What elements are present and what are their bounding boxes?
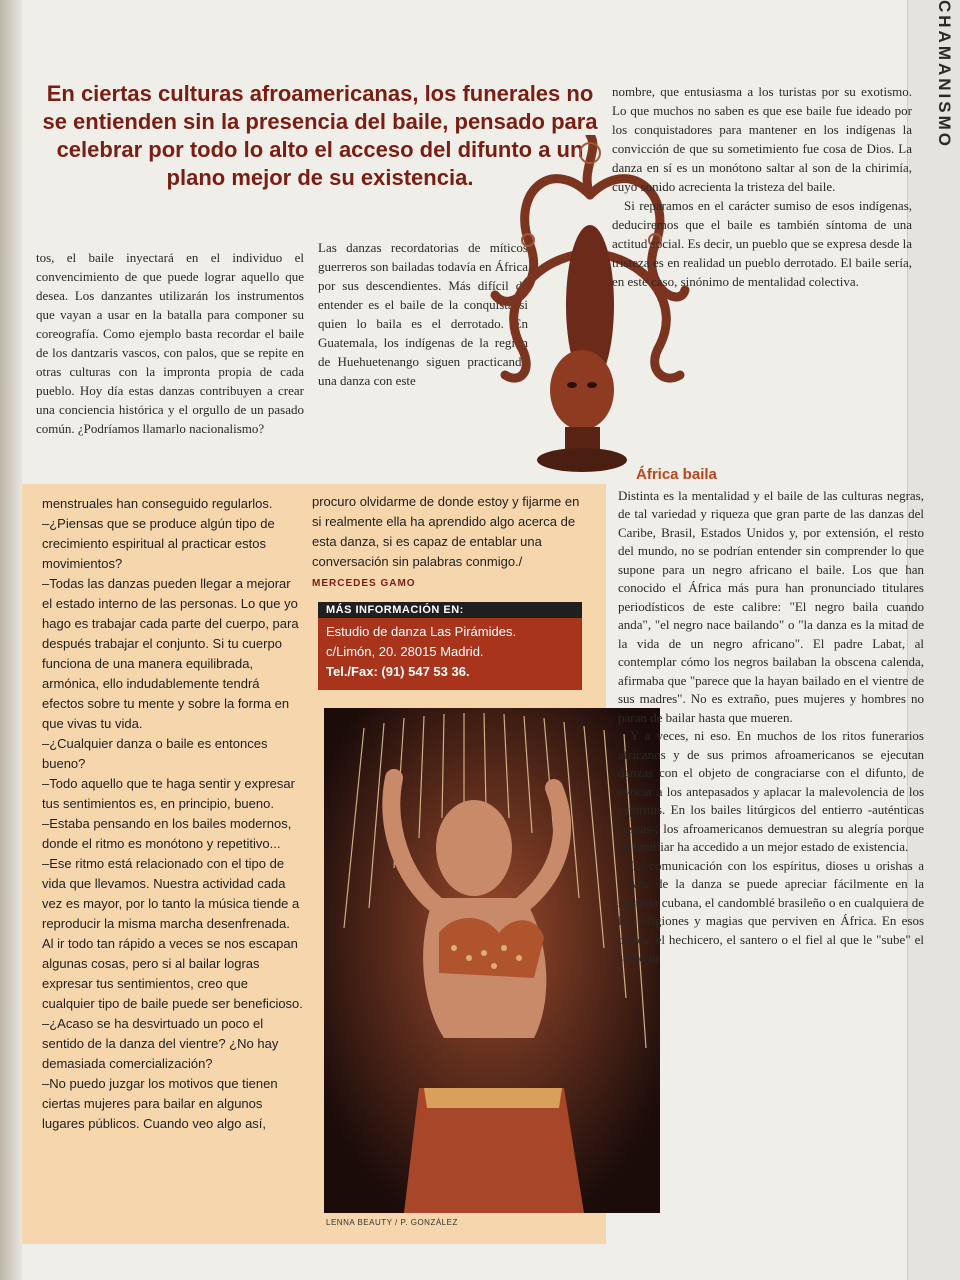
interview-closing: procuro olvidarme de donde estoy y fijarme en si realmente ella ha aprendido algo acerca de esta danza, si es capaz de entablar una conversación sin palabras conmigo./ [312, 494, 580, 569]
paragraph: La comunicación con los espíritus, dioses u orishas a través de la danza se puede apreciar fácilmente en la santería cubana, el candomblé brasileño o en cualquiera de las religiones y magias que perviven en África. En esos bailes, el hechicero, el santero o el fiel al que le "sube" el santo lo [618, 857, 924, 965]
right-column-top [612, 82, 912, 291]
paragraph: nombre, que entusiasma a los turistas por su exotismo. Lo que muchos no saben es que ese baile fue ideado por los conquistadores para mantener en los indígenas la convicción de que su sometimiento fue cosa de Dios. La danza en sí es un monótono saltar al son de la chirimía, cuyo sonido acrecienta la tristeza del baile. [612, 84, 912, 194]
info-studio: Estudio de danza Las Pirámides. [326, 624, 517, 639]
interview-text-end [312, 492, 584, 594]
interview-column-1 [42, 494, 304, 1134]
interview-text: menstruales han conseguido regularlos. –¿Piensas que se produce algún tipo de crecimiento espiritual al practicar estos movimientos? –Todas las danzas pueden llegar a mejorar el estado interno de las personas. Lo que yo hago es trabajar cada parte del cuerpo, para después trabajar el conjunto. Si tu cuerpo funciona de una manera equilibrada, armónica, ello indudablemente tendrá efectos sobre tu mente y sobre la forma en que vivas tu vida. –¿Cualquier danza o baile es entonces bueno? –Todo aquello que te haga sentir y expresar tus sentimientos es, en principio, bueno. –Estaba pensando en los bailes modernos, donde el ritmo es monótono y repetitivo... –Ese ritmo está relacionado con el tipo de vida que llevamos. Nuestra actividad cada vez es mayor, por lo tanto la música tiende a reproducir la misma marcha desenfrenada. Al ir todo tan rápido a veces se nos escapan algunas cosas, pero si al bailar logras expresar tus sentimientos, creo que cualquier tipo de baile puede ser beneficioso. –¿Acaso se ha desvirtuado un poco el sentido de la danza del vientre? ¿No hay demasiada comercialización? –No puedo juzgar los motivos que tienen ciertas mujeres para bailar en algunos lugares públicos. Cuando veo algo así, [42, 496, 303, 1131]
paragraph: tos, el baile inyectará en el individuo el convencimiento de que puede lograr aquello que desea. Los danzantes utilizarán los instrumentos que vayan a usar en la batalla para componer su coreografía. Como ejemplo basta recordar el baile de los dantzaris vascos, con palos, que se repite en otras culturas con la impronta propia de cada pueblo. Hoy día estas danzas contribuyen a crear una conciencia histórica y el orgullo de un pasado común. ¿Podríamos llamarlo nacionalismo? [36, 250, 304, 436]
headline: En ciertas culturas afroamericanas, los funerales no se entienden sin la presencia del baile, pensado para celebrar por todo lo alto el acceso del difunto a un plano mejor de su existencia. [42, 81, 598, 190]
author-credit: MERCEDES GAMO [312, 578, 416, 589]
interview-column-2 [312, 492, 584, 594]
section-subheading: África baila [636, 466, 717, 483]
belly-dancer-photo [324, 708, 660, 1213]
info-box [318, 602, 582, 690]
section-label: CHAMANISMO [935, 0, 954, 149]
right-column-bottom [618, 466, 924, 968]
photo-credit: LENNA BEAUTY / P. GONZÁLEZ [326, 1218, 458, 1227]
info-address: c/Limón, 20. 28015 Madrid. [326, 644, 484, 659]
info-title: MÁS INFORMACIÓN EN: [318, 602, 582, 618]
paragraph: Y a veces, ni eso. En muchos de los ritos funerarios africanos y de sus primos afroamericanos se ejecutan danzas con el objeto de congraciarse con el difunto, de evocar a los antepasados y aplacar la malevolencia de los espíritus. En los bailes litúrgicos del entierro -auténticas fiestas-, los afroamericanos demuestran su alegría porque su familiar ha accedido a un mejor estado de existencia. [618, 728, 924, 854]
column-1-text [36, 248, 304, 438]
info-phone: Tel./Fax: (91) 547 53 36. [326, 664, 470, 679]
paragraph: Las danzas recordatorias de míticos guerreros son bailadas todavía en África por sus descendientes. Más difícil de entender es el baile de la conquista si quien lo baila es el derrotado. En Guatemala, los indígenas de la región de Huehuetenango siguen practicando una danza con este [318, 240, 528, 388]
paragraph: Si reparamos en el carácter sumiso de esos indígenas, deduciremos que el baile es también síntoma de una actitud social. Es decir, un pueblo que se expresa desde la tristeza es en realidad un pueblo derrotado. El baile sería, en este caso, sinónimo de mentalidad colectiva. [612, 198, 912, 289]
page-fold-shadow [0, 0, 22, 1280]
paragraph: Distinta es la mentalidad y el baile de las culturas negras, de tal variedad y riqueza que gran parte de las danzas del Caribe, Brasil, Estados Unidos y, por extensión, el resto del mundo, no se podrían entender sin comprender lo que supone para un negro africano el baile. Los que han conocido el África más pura han pronunciado titulares periodísticos de este calibre: "El negro baila cuando anda", "el negro nace bailando" o "la danza es la mitad de la vida de un negro africano". El padre Labat, al contemplar cómo los negros bailaban la obscena calenda, afirmaba que "parece que la hayan bailado en el vientre de sus madres". No es extraño, pues mujeres y hombres no paran de bailar hasta que mueren. [618, 487, 924, 725]
